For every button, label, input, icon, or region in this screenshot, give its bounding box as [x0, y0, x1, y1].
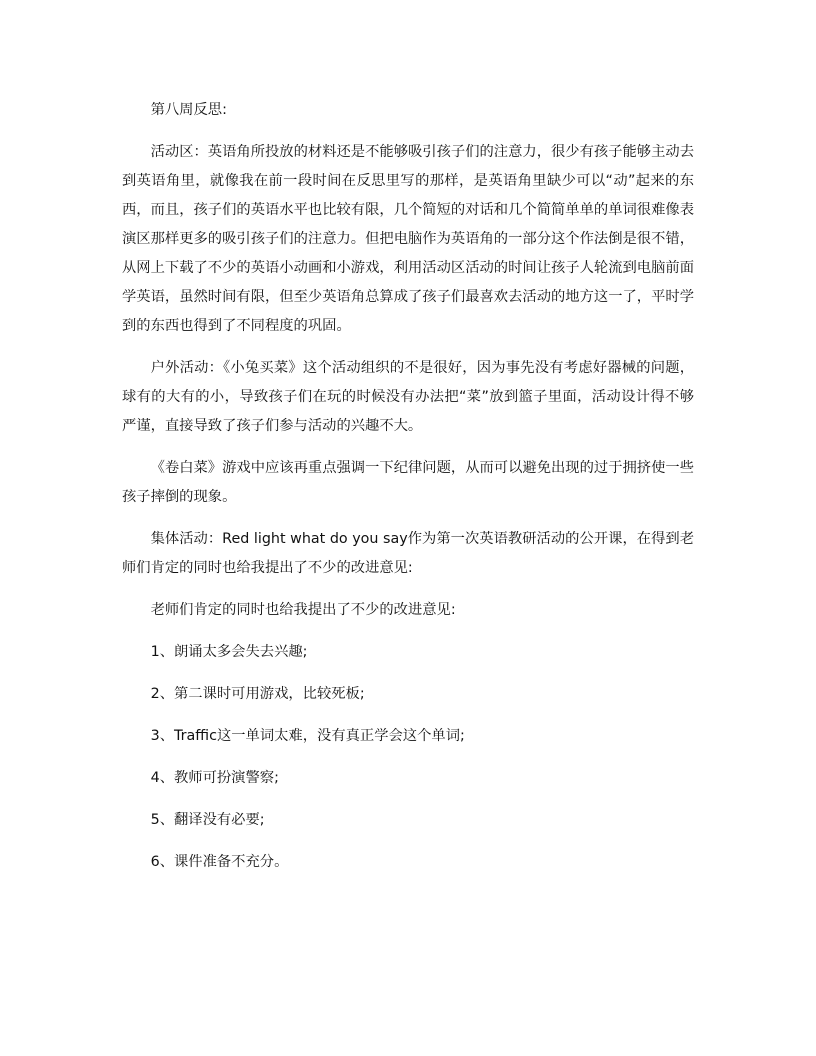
paragraph-group-activity: 集体活动：Red light what do you say作为第一次英语教研活动的公开课，在得到老师们肯定的同时也给我提出了不少的改进意见: — [122, 531, 694, 576]
list-item: 2、第二课时可用游戏，比较死板; — [150, 686, 365, 702]
list-item: 3、Traffic这一单词太难，没有真正学会这个单词; — [150, 728, 465, 744]
paragraph-outdoor-activity: 户外活动：《小兔买菜》这个活动组织的不是很好，因为事先没有考虑好器械的问题，球有的大有的小，导致孩子们在玩的时候没有办法把“菜”放到篮子里面，活动设计得不够严谨，直接导致了孩子们参与活动的兴趣不大。 — [122, 360, 694, 434]
paragraph-activity-area: 活动区：英语角所投放的材料还是不能够吸引孩子们的注意力，很少有孩子能够主动去到英语角里，就像我在前一段时间在反思里写的那样，是英语角里缺少可以“动”起来的东西，而且，孩子们的英语水平也比较有限，几个简短的对话和几个简简单单的单词很难像表演区那样更多的吸引孩子们的注意力。但把电脑作为英语角的一部分这个作法倒是很不错，从网上下载了不少的英语小动画和小游戏，利用活动区活动的时间让孩子人轮流到电脑前面学英语，虽然时间有限，但至少英语角总算成了孩子们最喜欢去活动的地方这一了，平时学到的东西也得到了不同程度的巩固。 — [122, 144, 694, 334]
document-body — [122, 96, 694, 890]
list-item: 4、教师可扮演警察; — [150, 770, 279, 786]
paragraph-feedback-intro: 老师们肯定的同时也给我提出了不少的改进意见: — [150, 602, 456, 618]
list-item: 1、朗诵太多会失去兴趣; — [150, 644, 308, 660]
list-item: 5、翻译没有必要; — [150, 812, 265, 828]
list-item: 6、课件准备不充分。 — [150, 854, 289, 870]
paragraph-cabbage-game: 《卷白菜》游戏中应该再重点强调一下纪律问题，从而可以避免出现的过于拥挤使一些孩子摔倒的现象。 — [122, 460, 694, 505]
page-title: 第八周反思: — [150, 102, 227, 118]
